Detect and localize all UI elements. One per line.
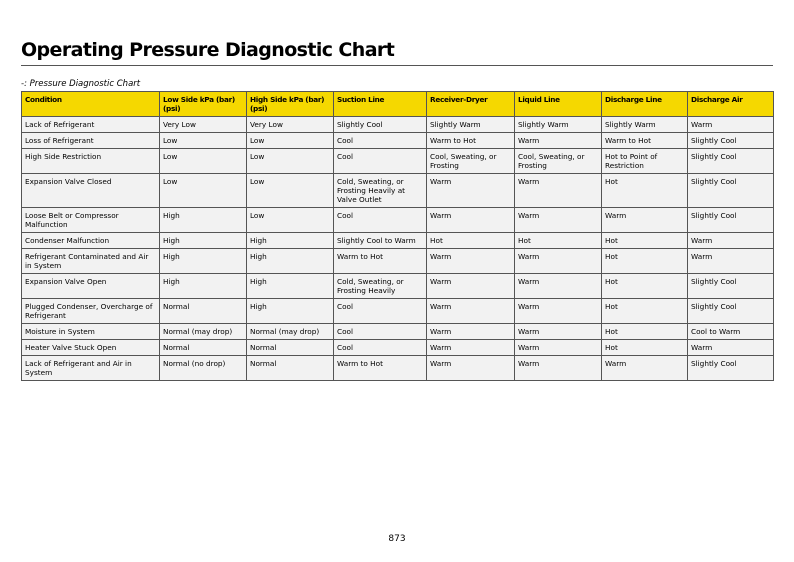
- table-cell: Warm: [515, 340, 602, 356]
- table-cell: Hot: [602, 233, 688, 249]
- table-cell: Normal: [247, 340, 334, 356]
- table-cell: High: [247, 233, 334, 249]
- table-cell: Slightly Cool: [688, 133, 774, 149]
- column-header-high-side: High Side kPa (bar) (psi): [247, 92, 334, 117]
- table-cell: Normal (may drop): [160, 324, 247, 340]
- table-cell: Warm: [515, 208, 602, 233]
- table-cell: Hot: [515, 233, 602, 249]
- table-cell: Warm: [515, 324, 602, 340]
- column-header-suction-line: Suction Line: [334, 92, 427, 117]
- table-cell: Lack of Refrigerant: [22, 117, 160, 133]
- table-cell: Cool to Warm: [688, 324, 774, 340]
- table-cell: Low: [247, 149, 334, 174]
- table-cell: Cool: [334, 133, 427, 149]
- table-cell: Warm: [427, 340, 515, 356]
- table-cell: Hot: [602, 249, 688, 274]
- table-cell: Warm to Hot: [334, 356, 427, 381]
- table-cell: Warm: [688, 249, 774, 274]
- table-cell: Moisture in System: [22, 324, 160, 340]
- table-cell: Plugged Condenser, Overcharge of Refrigerant: [22, 299, 160, 324]
- table-cell: Warm: [515, 174, 602, 208]
- table-cell: Warm: [688, 117, 774, 133]
- pressure-diagnostic-table: [21, 91, 774, 381]
- table-cell: Hot: [427, 233, 515, 249]
- table-cell: Hot to Point of Restriction: [602, 149, 688, 174]
- table-cell: Slightly Cool: [688, 299, 774, 324]
- table-cell: High: [160, 208, 247, 233]
- table-caption: -: Pressure Diagnostic Chart: [21, 79, 141, 89]
- table-cell: Warm: [427, 208, 515, 233]
- table-cell: High: [247, 249, 334, 274]
- table-cell: Hot: [602, 340, 688, 356]
- table-row: [22, 356, 774, 381]
- table-cell: Slightly Cool: [688, 356, 774, 381]
- table-cell: Very Low: [247, 117, 334, 133]
- column-header-condition: Condition: [22, 92, 160, 117]
- table-cell: Cool: [334, 208, 427, 233]
- table-cell: Slightly Cool: [688, 274, 774, 299]
- table-cell: Warm to Hot: [602, 133, 688, 149]
- table-cell: Cool: [334, 299, 427, 324]
- table-cell: Hot: [602, 324, 688, 340]
- table-row: [22, 133, 774, 149]
- table-cell: Slightly Cool: [334, 117, 427, 133]
- table-cell: Warm: [427, 324, 515, 340]
- table-cell: Slightly Warm: [602, 117, 688, 133]
- table-cell: Warm: [515, 249, 602, 274]
- table-cell: Slightly Warm: [515, 117, 602, 133]
- table-cell: Cool, Sweating, or Frosting: [515, 149, 602, 174]
- table-cell: Warm: [688, 340, 774, 356]
- column-header-low-side: Low Side kPa (bar) (psi): [160, 92, 247, 117]
- table-cell: Expansion Valve Closed: [22, 174, 160, 208]
- table-cell: Normal: [160, 299, 247, 324]
- table-header-row: [22, 92, 774, 117]
- table-cell: Hot: [602, 299, 688, 324]
- table-cell: Lack of Refrigerant and Air in System: [22, 356, 160, 381]
- table-row: [22, 299, 774, 324]
- table-row: [22, 149, 774, 174]
- table-cell: Warm: [515, 274, 602, 299]
- page-title: Operating Pressure Diagnostic Chart: [21, 39, 395, 61]
- table-cell: Warm: [515, 356, 602, 381]
- column-header-discharge-air: Discharge Air: [688, 92, 774, 117]
- table-cell: Normal: [160, 340, 247, 356]
- table-row: [22, 233, 774, 249]
- table-cell: Low: [247, 133, 334, 149]
- table-cell: Cold, Sweating, or Frosting Heavily: [334, 274, 427, 299]
- table-cell: Warm: [515, 299, 602, 324]
- table-cell: Slightly Cool: [688, 208, 774, 233]
- table-row: [22, 340, 774, 356]
- table-cell: Heater Valve Stuck Open: [22, 340, 160, 356]
- table-cell: Slightly Cool: [688, 174, 774, 208]
- table-cell: High: [160, 274, 247, 299]
- table-cell: High: [160, 233, 247, 249]
- table-cell: Normal (no drop): [160, 356, 247, 381]
- table-cell: Warm: [515, 133, 602, 149]
- table-cell: Warm: [688, 233, 774, 249]
- table-cell: High: [247, 274, 334, 299]
- table-cell: Low: [247, 174, 334, 208]
- table-cell: Warm: [427, 274, 515, 299]
- table-cell: Hot: [602, 274, 688, 299]
- table-cell: Normal (may drop): [247, 324, 334, 340]
- column-header-liquid-line: Liquid Line: [515, 92, 602, 117]
- table-cell: Warm: [427, 299, 515, 324]
- table-cell: Cool: [334, 324, 427, 340]
- table-cell: Warm to Hot: [427, 133, 515, 149]
- table-cell: Loss of Refrigerant: [22, 133, 160, 149]
- table-cell: Warm: [602, 356, 688, 381]
- table-cell: Condenser Malfunction: [22, 233, 160, 249]
- table-cell: Warm: [602, 208, 688, 233]
- table-cell: High: [247, 299, 334, 324]
- table-row: [22, 274, 774, 299]
- table-cell: Normal: [247, 356, 334, 381]
- table-cell: Hot: [602, 174, 688, 208]
- table-cell: Low: [160, 174, 247, 208]
- table-cell: Low: [160, 133, 247, 149]
- table-cell: High Side Restriction: [22, 149, 160, 174]
- table-row: [22, 174, 774, 208]
- table-row: [22, 208, 774, 233]
- column-header-discharge-line: Discharge Line: [602, 92, 688, 117]
- table-cell: Refrigerant Contaminated and Air in System: [22, 249, 160, 274]
- table-cell: Low: [247, 208, 334, 233]
- table-cell: Cool, Sweating, or Frosting: [427, 149, 515, 174]
- table-cell: Warm: [427, 249, 515, 274]
- table-cell: Slightly Cool: [688, 149, 774, 174]
- table-cell: High: [160, 249, 247, 274]
- table-cell: Expansion Valve Open: [22, 274, 160, 299]
- table-row: [22, 117, 774, 133]
- table-cell: Slightly Cool to Warm: [334, 233, 427, 249]
- table-cell: Warm to Hot: [334, 249, 427, 274]
- table-cell: Warm: [427, 174, 515, 208]
- table-cell: Cool: [334, 340, 427, 356]
- title-divider: [21, 65, 773, 66]
- table-cell: Cool: [334, 149, 427, 174]
- column-header-receiver-dryer: Receiver-Dryer: [427, 92, 515, 117]
- table-row: [22, 324, 774, 340]
- table-cell: Very Low: [160, 117, 247, 133]
- table-cell: Slightly Warm: [427, 117, 515, 133]
- table-cell: Cold, Sweating, or Frosting Heavily at Valve Outlet: [334, 174, 427, 208]
- page-number: 873: [388, 534, 406, 544]
- table-cell: Low: [160, 149, 247, 174]
- table-cell: Loose Belt or Compressor Malfunction: [22, 208, 160, 233]
- table-row: [22, 249, 774, 274]
- table-cell: Warm: [427, 356, 515, 381]
